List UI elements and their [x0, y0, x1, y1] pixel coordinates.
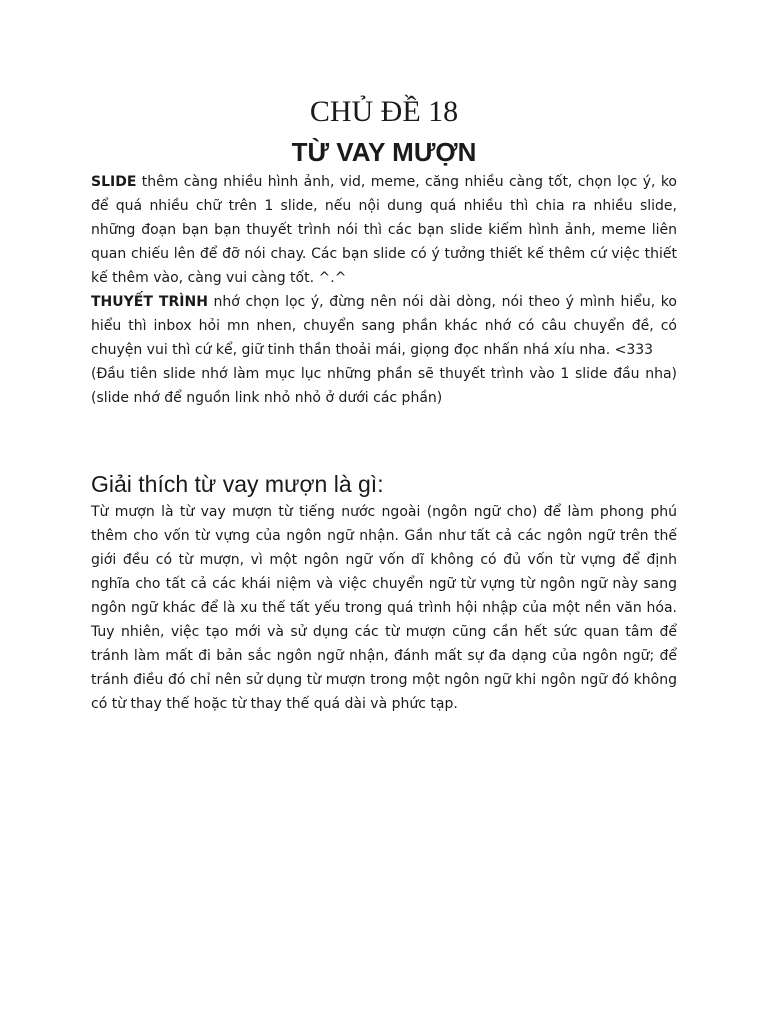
slide-instructions-text: thêm càng nhiều hình ảnh, vid, meme, căng nhiều càng tốt, chọn lọc ý, ko để quá nhiều chữ trên 1 slide, nếu nội dung quá nhiều thì chia ra nhiều slide, những đoạn bạn bạn thuyết trình nói thì các bạn slide kiếm hình ảnh, meme liên quan chiếu lên để đỡ nói chay. Các bạn slide có ý tưởng thiết kế thêm cứ việc thiết kế thêm vào, càng vui càng tốt. ^.^: [91, 174, 677, 286]
slide-instructions-paragraph: [91, 170, 677, 290]
definition-paragraph: Từ mượn là từ vay mượn từ tiếng nước ngoài (ngôn ngữ cho) để làm phong phú thêm cho vốn từ vựng của ngôn ngữ nhận. Gần như tất cả các ngôn ngữ trên thế giới đều có từ mượn, vì một ngôn ngữ vốn dĩ không có đủ vốn từ vựng để định nghĩa cho tất cả các khái niệm và việc chuyển ngữ từ vựng từ ngôn ngữ này sang ngôn ngữ khác để là xu thế tất yếu trong quá trình hội nhập của một nền văn hóa. Tuy nhiên, việc tạo mới và sử dụng các từ mượn cũng cần hết sức quan tâm để tránh làm mất đi bản sắc ngôn ngữ nhận, đánh mất sự đa dạng của ngôn ngữ; để tránh điều đó chỉ nên sử dụng từ mượn trong một ngôn ngữ khi ngôn ngữ đó không có từ thay thế hoặc từ thay thế quá dài và phức tạp.: [91, 504, 677, 712]
slide-label: SLIDE: [91, 174, 137, 190]
presentation-instructions-text: nhớ chọn lọc ý, đừng nên nói dài dòng, nói theo ý mình hiểu, ko hiểu thì inbox hỏi mn nhen, chuyển sang phần khác nhớ có câu chuyển đề, có chuyện vui thì cứ kể, giữ tinh thần thoải mái, giọng đọc nhấn nhá xíu nha. <333: [91, 294, 677, 358]
section-heading: Giải thích từ vay mượn là gì:: [91, 471, 384, 497]
document-content: [91, 92, 677, 716]
document-title: CHỦ ĐỀ 18: [309, 95, 459, 128]
presentation-label: THUYẾT TRÌNH: [91, 294, 208, 310]
note-paragraph: (Đầu tiên slide nhớ làm mục lục những phần sẽ thuyết trình vào 1 slide đầu nha) (slide nhớ để nguồn link nhỏ nhỏ ở dưới các phần): [91, 366, 677, 406]
document-subtitle: TỪ VAY MƯỢN: [291, 137, 477, 167]
presentation-instructions-paragraph: [91, 290, 677, 362]
